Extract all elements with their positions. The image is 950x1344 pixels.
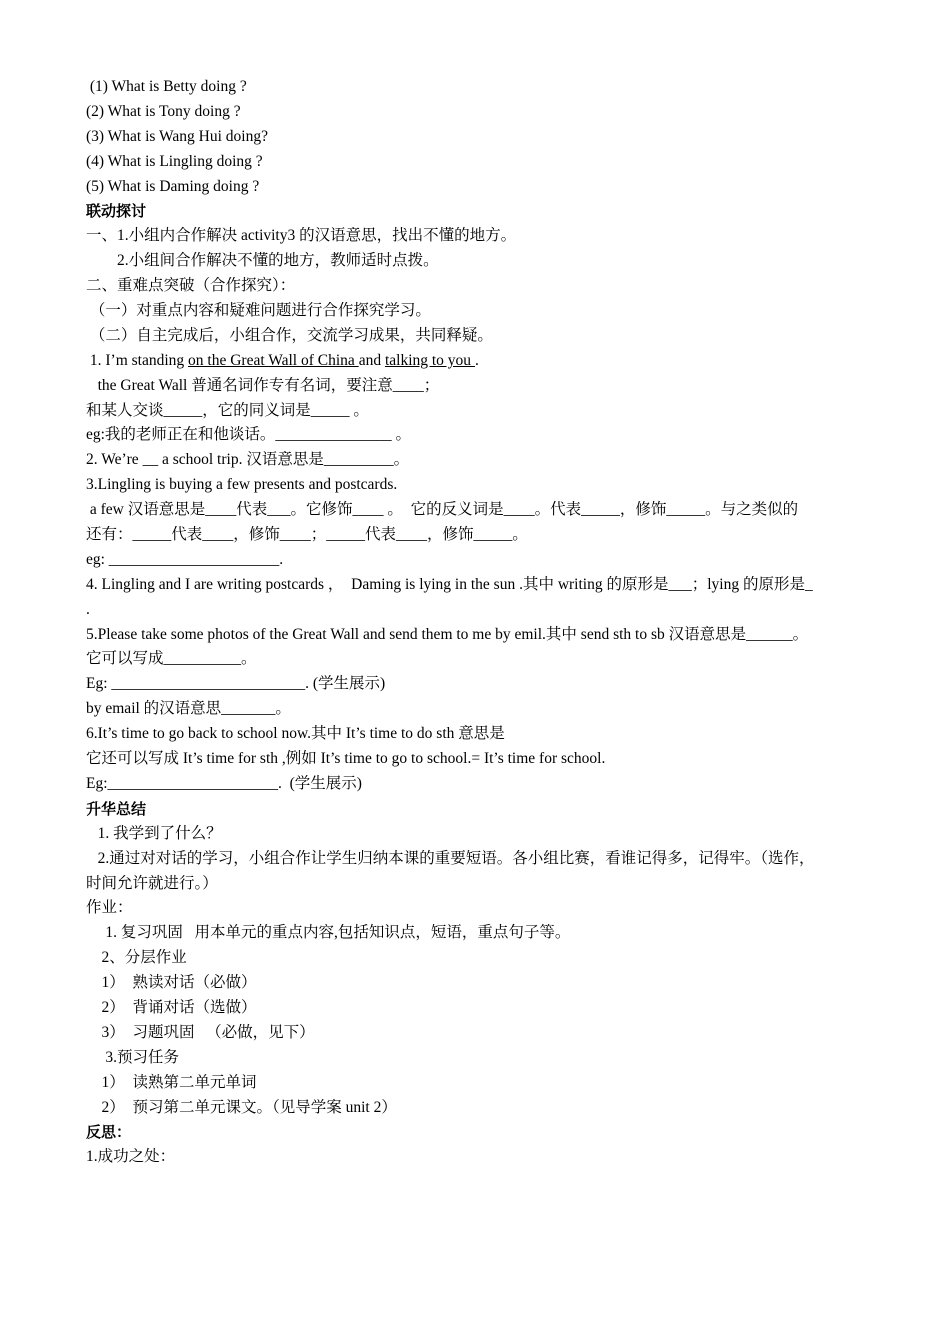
text-segment: 联动探讨 — [86, 202, 147, 221]
section-heading — [86, 797, 876, 822]
text-line — [86, 1021, 876, 1046]
text-segment: Eg: _________________________. (学生展示) — [86, 675, 386, 693]
text-segment: eg:我的老师正在和他谈话。_______________ 。 — [86, 426, 412, 444]
text-line — [86, 822, 876, 847]
text-line — [86, 100, 876, 125]
text-segment: 它可以写成__________。 — [86, 650, 257, 668]
text-line — [86, 498, 876, 523]
text-segment: eg: ______________________. — [86, 550, 284, 568]
text-line — [86, 672, 876, 697]
text-line — [86, 896, 876, 921]
text-segment: （二）自主完成后，小组合作，交流学习成果，共同释疑。 — [86, 326, 493, 344]
text-segment: 6.It’s time to go back to school now.其中 It’s time to do sth 意思是 — [86, 725, 505, 743]
text-line — [86, 697, 876, 722]
text-line — [86, 971, 876, 996]
text-line — [86, 921, 876, 946]
text-line — [86, 274, 876, 299]
text-segment: 3.预习任务 — [86, 1048, 180, 1066]
text-line — [86, 598, 876, 623]
text-segment: 2. We’re __ a school trip. 汉语意思是_________。 — [86, 451, 410, 469]
text-segment: 1） 熟读对话（必做） — [86, 974, 257, 992]
text-segment: 升华总结 — [86, 799, 147, 818]
text-segment: . — [474, 351, 479, 369]
text-line — [86, 647, 876, 672]
text-segment: 1. 复习巩固 用本单元的重点内容,包括知识点，短语，重点句子等。 — [86, 924, 571, 942]
text-line — [86, 125, 876, 150]
text-line — [86, 747, 876, 772]
section-heading — [86, 1120, 876, 1145]
text-segment: 4. Lingling and I are writing postcards ， Daming is lying in the sun .其中 writing 的原形是___；lying 的原形是_ — [86, 575, 813, 593]
text-segment: (3) What is Wang Hui doing? — [86, 127, 268, 145]
text-line — [86, 996, 876, 1021]
text-segment: a few 汉语意思是____代表___。它修饰____ 。 它的反义词是____。代表_____，修饰_____。与之类似的 — [86, 501, 799, 519]
text-segment: 一、1.小组内合作解决 activity3 的汉语意思，找出不懂的地方。 — [86, 227, 517, 245]
text-line — [86, 523, 876, 548]
text-line — [86, 324, 876, 349]
text-line — [86, 423, 876, 448]
text-segment: 作业： — [86, 899, 133, 917]
section-heading — [86, 199, 876, 224]
text-segment: 1. 我学到了什么？ — [86, 824, 222, 842]
text-segment: by email 的汉语意思_______。 — [86, 700, 291, 718]
text-segment: 2） 预习第二单元课文。（见导学案 unit 2） — [86, 1098, 397, 1116]
text-segment: 2、分层作业 — [86, 949, 187, 967]
text-segment: the Great Wall 普通名词作专有名词，要注意____； — [86, 376, 440, 394]
text-line — [86, 623, 876, 648]
text-segment: . — [86, 600, 90, 618]
text-segment: （一）对重点内容和疑难问题进行合作探究学习。 — [86, 302, 431, 320]
text-line — [86, 722, 876, 747]
text-segment: 反思： — [86, 1123, 132, 1142]
text-segment: 2.小组间合作解决不懂的地方，教师适时点拨。 — [86, 252, 439, 270]
text-segment: 时间允许就进行。） — [86, 874, 218, 892]
text-line — [86, 573, 876, 598]
text-segment: 二、重难点突破（合作探究）： — [86, 277, 296, 295]
text-segment: Eg:______________________. (学生展示) — [86, 774, 362, 792]
text-segment: 1.成功之处： — [86, 1148, 176, 1166]
text-segment: 5.Please take some photos of the Great Wall and send them to me by emil.其中 send sth to sb 汉语意思是______。 — [86, 625, 809, 643]
text-segment: 1） 读熟第二单元单词 — [86, 1073, 257, 1091]
text-segment: (2) What is Tony doing ? — [86, 102, 241, 120]
text-line — [86, 224, 876, 249]
text-line — [86, 399, 876, 424]
text-segment: (5) What is Daming doing ? — [86, 177, 260, 195]
text-segment: 2） 背诵对话（选做） — [86, 998, 257, 1016]
text-line — [86, 1071, 876, 1096]
text-line — [86, 473, 876, 498]
text-segment: 3.Lingling is buying a few presents and postcards. — [86, 476, 398, 494]
text-line — [86, 175, 876, 200]
text-line — [86, 249, 876, 274]
text-line — [86, 847, 876, 872]
underlined-phrase: on the Great Wall of China — [188, 351, 359, 369]
text-line — [86, 946, 876, 971]
text-segment: 和某人交谈_____，它的同义词是_____ 。 — [86, 401, 369, 419]
text-line — [86, 150, 876, 175]
text-line — [86, 1145, 876, 1170]
text-segment: 还有：_____代表____，修饰____；_____代表____，修饰_____。 — [86, 526, 528, 544]
text-line — [86, 374, 876, 399]
text-segment: 它还可以写成 It’s time for sth ,例如 It’s time to go to school.= It’s time for school. — [86, 750, 606, 768]
text-line — [86, 448, 876, 473]
text-line — [86, 349, 876, 374]
text-segment: 2.通过对对话的学习，小组合作让学生归纳本课的重要短语。各小组比赛，看谁记得多，记得牢。（选作， — [86, 849, 815, 867]
text-line — [86, 1046, 876, 1071]
underlined-phrase: talking to you — [384, 351, 475, 369]
text-line — [86, 772, 876, 797]
text-line — [86, 872, 876, 897]
text-segment: 1. I’m standing — [86, 351, 189, 369]
document-body — [86, 75, 876, 1170]
text-segment: (1) What is Betty doing ? — [86, 78, 247, 95]
text-line — [86, 548, 876, 573]
text-line — [86, 299, 876, 324]
text-segment: and — [358, 351, 385, 369]
text-line — [86, 75, 876, 100]
text-segment: 3） 习题巩固 （必做，见下） — [86, 1023, 315, 1041]
text-segment: (4) What is Lingling doing ? — [86, 152, 263, 170]
text-line — [86, 1096, 876, 1121]
